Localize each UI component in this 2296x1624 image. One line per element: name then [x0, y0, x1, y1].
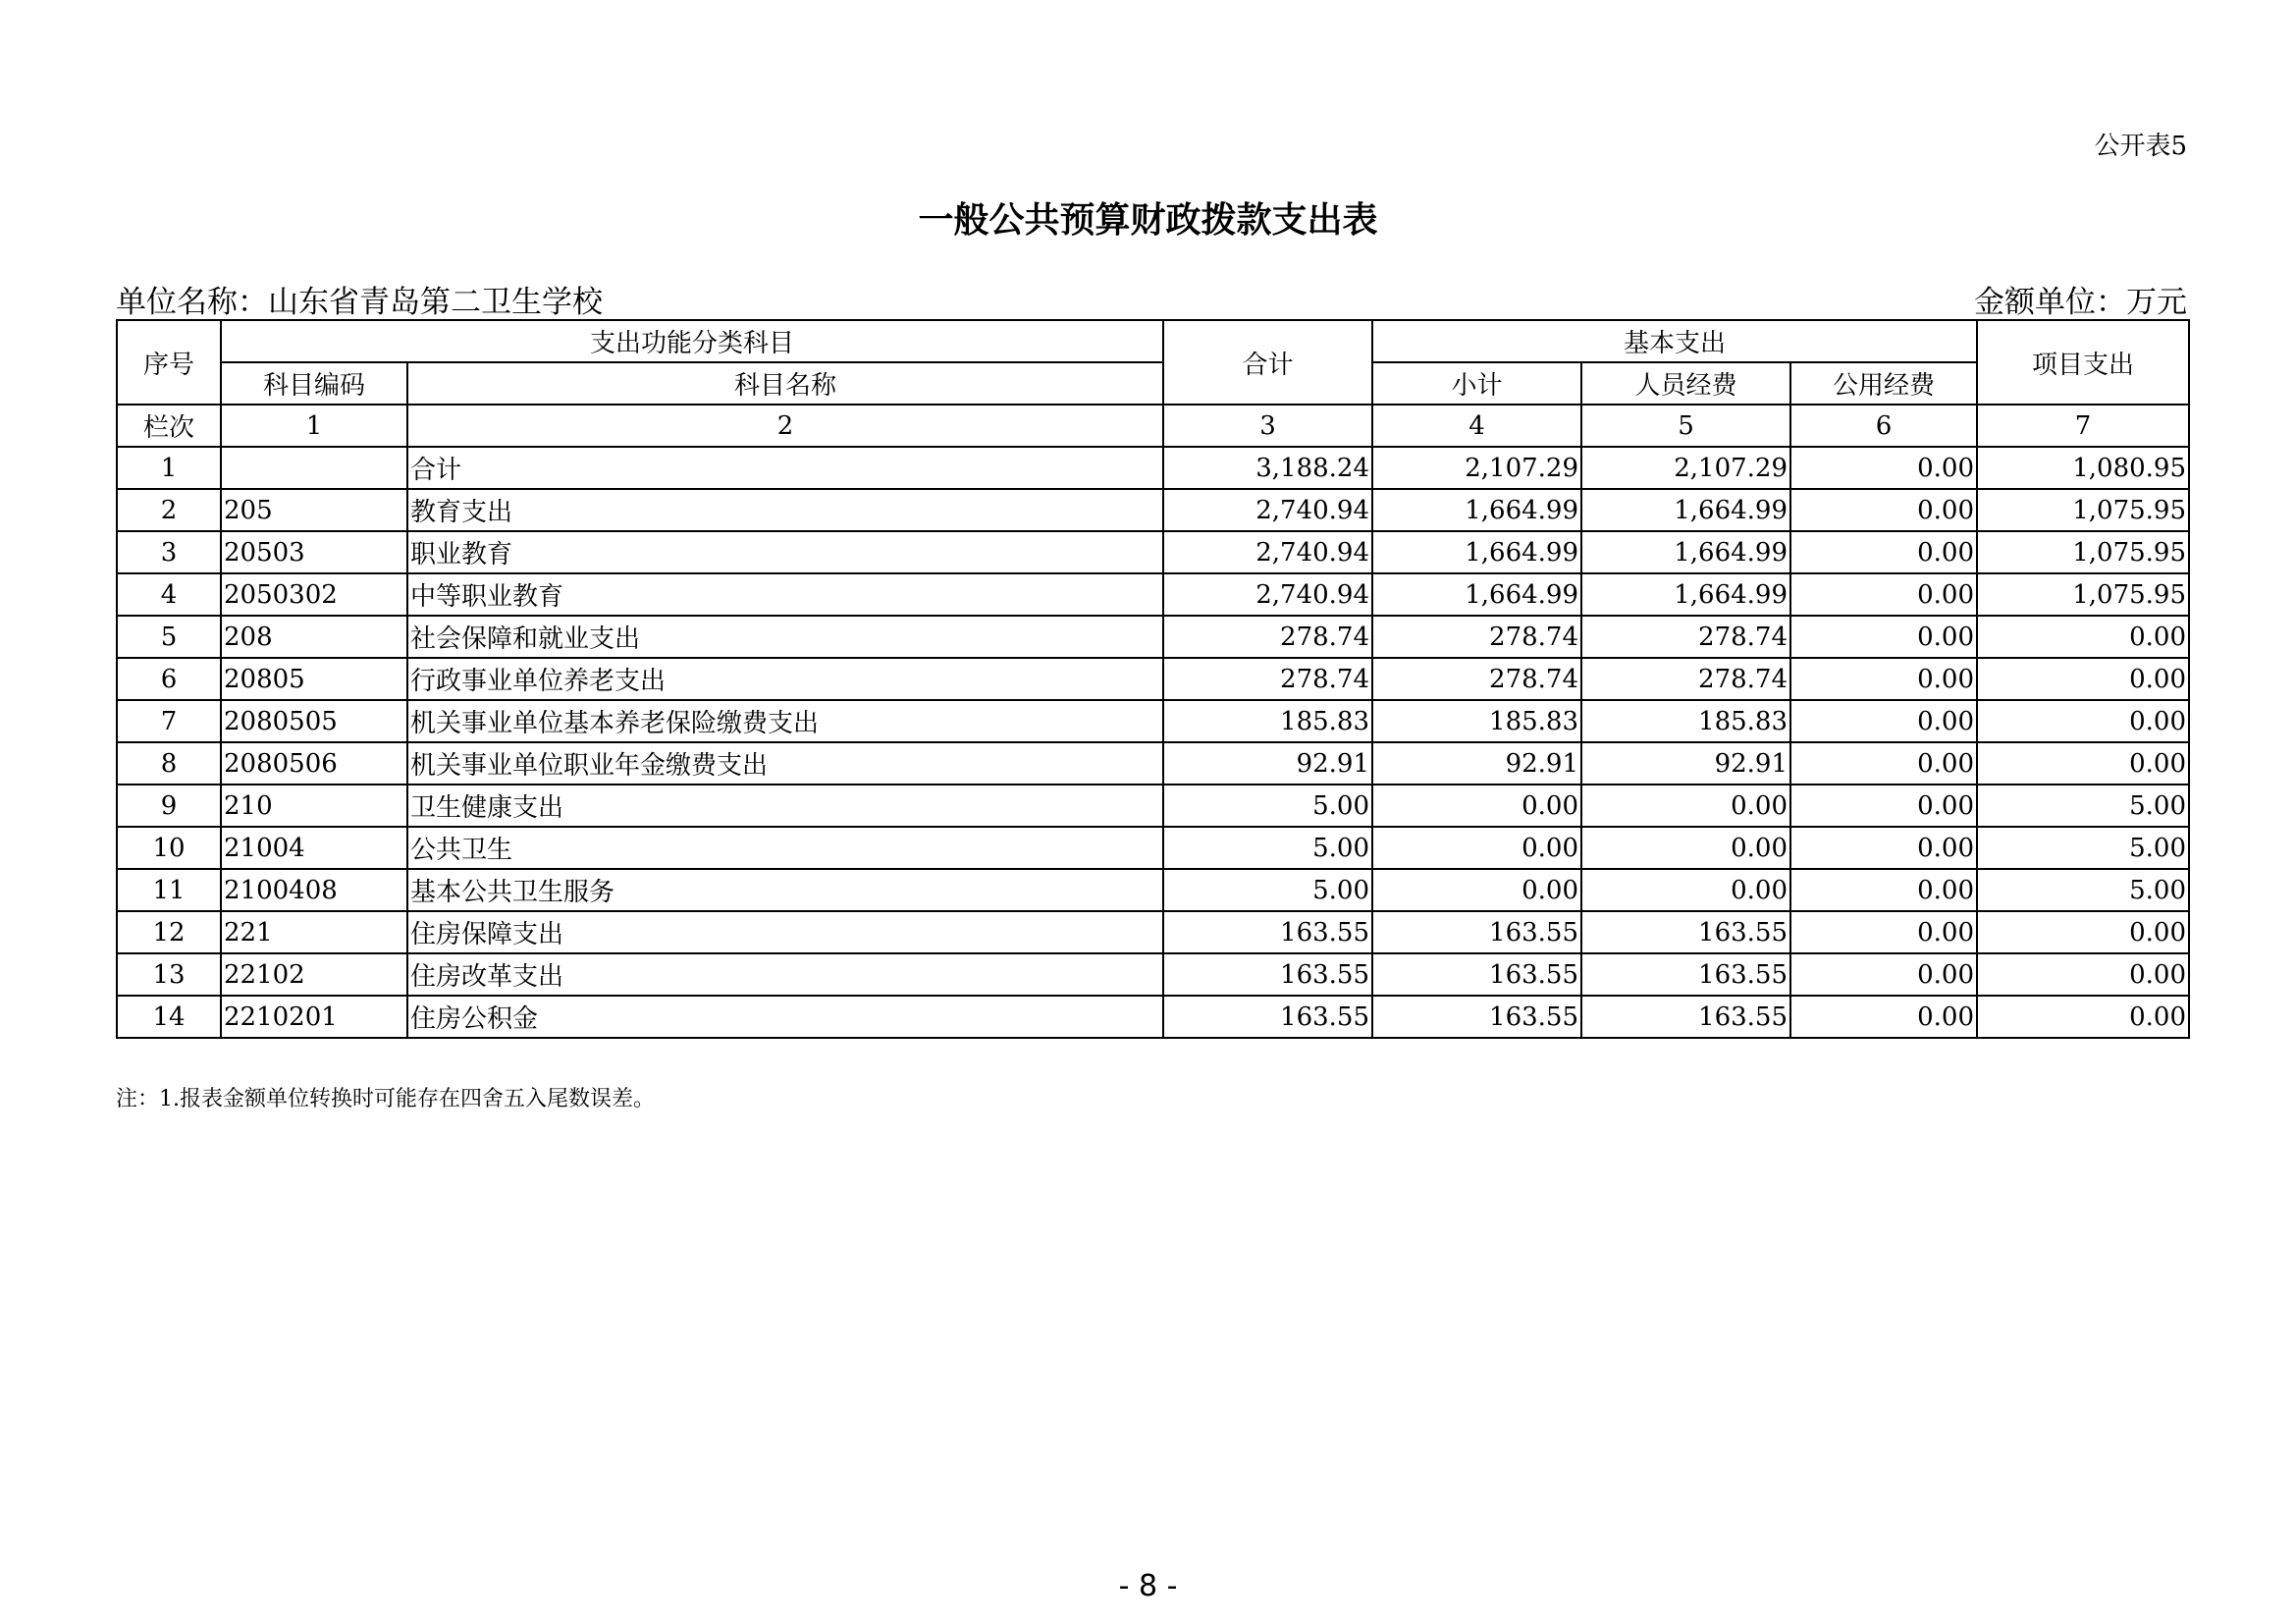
cell-personnel: 185.83 [1581, 700, 1790, 742]
cell-name: 住房改革支出 [407, 953, 1163, 996]
cell-project: 1,075.95 [1977, 531, 2189, 573]
cell-subtotal: 278.74 [1372, 658, 1581, 700]
cell-personnel: 1,664.99 [1581, 489, 1790, 531]
column-number: 7 [1977, 405, 2189, 447]
cell-project: 0.00 [1977, 616, 2189, 658]
budget-table [116, 319, 2190, 1039]
cell-code: 2100408 [221, 869, 407, 911]
cell-name: 卫生健康支出 [407, 785, 1163, 827]
cell-total: 163.55 [1163, 953, 1372, 996]
cell-name: 机关事业单位职业年金缴费支出 [407, 742, 1163, 785]
cell-seq: 14 [117, 996, 221, 1038]
cell-public: 0.00 [1790, 700, 1977, 742]
cell-subtotal: 185.83 [1372, 700, 1581, 742]
column-number: 4 [1372, 405, 1581, 447]
column-number: 3 [1163, 405, 1372, 447]
cell-total: 278.74 [1163, 658, 1372, 700]
table-row [117, 447, 2189, 489]
cell-public: 0.00 [1790, 827, 1977, 869]
cell-personnel: 278.74 [1581, 658, 1790, 700]
header-code: 科目编码 [221, 362, 407, 405]
cell-public: 0.00 [1790, 616, 1977, 658]
cell-project: 0.00 [1977, 996, 2189, 1038]
table-row [117, 616, 2189, 658]
table-row [117, 785, 2189, 827]
cell-seq: 9 [117, 785, 221, 827]
unit-name: 单位名称：山东省青岛第二卫生学校 [116, 285, 603, 320]
column-number: 6 [1790, 405, 1977, 447]
table-header [117, 320, 2189, 447]
cell-project: 0.00 [1977, 742, 2189, 785]
cell-name: 中等职业教育 [407, 573, 1163, 616]
page-title: 一般公共预算财政拨款支出表 [918, 200, 1378, 241]
column-number-row [117, 405, 2189, 447]
header-personnel: 人员经费 [1581, 362, 1790, 405]
cell-subtotal: 0.00 [1372, 785, 1581, 827]
cell-name: 住房保障支出 [407, 911, 1163, 953]
cell-name: 社会保障和就业支出 [407, 616, 1163, 658]
cell-code: 2080505 [221, 700, 407, 742]
cell-total: 2,740.94 [1163, 489, 1372, 531]
cell-personnel: 1,664.99 [1581, 573, 1790, 616]
cell-personnel: 163.55 [1581, 996, 1790, 1038]
cell-public: 0.00 [1790, 785, 1977, 827]
cell-seq: 12 [117, 911, 221, 953]
cell-code: 205 [221, 489, 407, 531]
cell-subtotal: 1,664.99 [1372, 489, 1581, 531]
cell-subtotal: 2,107.29 [1372, 447, 1581, 489]
header-total: 合计 [1163, 320, 1372, 405]
cell-public: 0.00 [1790, 658, 1977, 700]
cell-code: 2050302 [221, 573, 407, 616]
cell-seq: 8 [117, 742, 221, 785]
cell-public: 0.00 [1790, 953, 1977, 996]
column-number: 栏次 [117, 405, 221, 447]
cell-public: 0.00 [1790, 573, 1977, 616]
cell-total: 5.00 [1163, 785, 1372, 827]
cell-total: 2,740.94 [1163, 573, 1372, 616]
cell-subtotal: 163.55 [1372, 911, 1581, 953]
cell-code: 208 [221, 616, 407, 658]
cell-personnel: 278.74 [1581, 616, 1790, 658]
column-number: 5 [1581, 405, 1790, 447]
cell-project: 5.00 [1977, 785, 2189, 827]
table-row [117, 996, 2189, 1038]
cell-seq: 13 [117, 953, 221, 996]
cell-total: 278.74 [1163, 616, 1372, 658]
cell-public: 0.00 [1790, 742, 1977, 785]
cell-name: 职业教育 [407, 531, 1163, 573]
cell-personnel: 0.00 [1581, 869, 1790, 911]
header-subtotal: 小计 [1372, 362, 1581, 405]
page-number: - 8 - [1118, 1569, 1178, 1603]
cell-seq: 6 [117, 658, 221, 700]
table-row [117, 869, 2189, 911]
cell-project: 1,075.95 [1977, 489, 2189, 531]
cell-seq: 1 [117, 447, 221, 489]
header-name: 科目名称 [407, 362, 1163, 405]
cell-total: 163.55 [1163, 996, 1372, 1038]
footnote: 注：1.报表金额单位转换时可能存在四舍五入尾数误差。 [116, 1087, 655, 1111]
cell-public: 0.00 [1790, 869, 1977, 911]
cell-personnel: 163.55 [1581, 953, 1790, 996]
header-seq: 序号 [117, 320, 221, 405]
cell-personnel: 163.55 [1581, 911, 1790, 953]
cell-code: 221 [221, 911, 407, 953]
cell-total: 92.91 [1163, 742, 1372, 785]
header-category: 支出功能分类科目 [221, 320, 1163, 362]
cell-code: 2210201 [221, 996, 407, 1038]
header-public: 公用经费 [1790, 362, 1977, 405]
cell-public: 0.00 [1790, 531, 1977, 573]
form-number: 公开表5 [2094, 132, 2187, 161]
cell-total: 5.00 [1163, 869, 1372, 911]
cell-name: 合计 [407, 447, 1163, 489]
table-row [117, 700, 2189, 742]
cell-project: 0.00 [1977, 658, 2189, 700]
cell-seq: 10 [117, 827, 221, 869]
cell-total: 5.00 [1163, 827, 1372, 869]
cell-subtotal: 163.55 [1372, 996, 1581, 1038]
cell-subtotal: 0.00 [1372, 827, 1581, 869]
cell-seq: 11 [117, 869, 221, 911]
cell-public: 0.00 [1790, 911, 1977, 953]
cell-personnel: 2,107.29 [1581, 447, 1790, 489]
cell-name: 基本公共卫生服务 [407, 869, 1163, 911]
header-project: 项目支出 [1977, 320, 2189, 405]
cell-public: 0.00 [1790, 996, 1977, 1038]
amount-unit: 金额单位：万元 [1974, 285, 2187, 320]
cell-name: 行政事业单位养老支出 [407, 658, 1163, 700]
cell-seq: 2 [117, 489, 221, 531]
table-row [117, 953, 2189, 996]
cell-code: 2080506 [221, 742, 407, 785]
table-row [117, 573, 2189, 616]
cell-project: 5.00 [1977, 827, 2189, 869]
column-number: 1 [221, 405, 407, 447]
cell-personnel: 1,664.99 [1581, 531, 1790, 573]
cell-subtotal: 163.55 [1372, 953, 1581, 996]
column-number: 2 [407, 405, 1163, 447]
cell-project: 0.00 [1977, 953, 2189, 996]
cell-name: 住房公积金 [407, 996, 1163, 1038]
cell-seq: 7 [117, 700, 221, 742]
cell-total: 163.55 [1163, 911, 1372, 953]
cell-name: 公共卫生 [407, 827, 1163, 869]
cell-code: 20805 [221, 658, 407, 700]
cell-subtotal: 1,664.99 [1372, 531, 1581, 573]
cell-subtotal: 0.00 [1372, 869, 1581, 911]
cell-code: 210 [221, 785, 407, 827]
cell-personnel: 92.91 [1581, 742, 1790, 785]
cell-total: 185.83 [1163, 700, 1372, 742]
cell-name: 教育支出 [407, 489, 1163, 531]
cell-code [221, 447, 407, 489]
table-row [117, 827, 2189, 869]
cell-project: 0.00 [1977, 911, 2189, 953]
table-row [117, 658, 2189, 700]
cell-personnel: 0.00 [1581, 827, 1790, 869]
cell-seq: 5 [117, 616, 221, 658]
cell-subtotal: 278.74 [1372, 616, 1581, 658]
table-row [117, 911, 2189, 953]
cell-total: 2,740.94 [1163, 531, 1372, 573]
table-row [117, 531, 2189, 573]
cell-code: 20503 [221, 531, 407, 573]
cell-code: 21004 [221, 827, 407, 869]
cell-personnel: 0.00 [1581, 785, 1790, 827]
cell-name: 机关事业单位基本养老保险缴费支出 [407, 700, 1163, 742]
table-body [117, 447, 2189, 1038]
cell-project: 0.00 [1977, 700, 2189, 742]
cell-public: 0.00 [1790, 447, 1977, 489]
cell-seq: 4 [117, 573, 221, 616]
cell-project: 1,080.95 [1977, 447, 2189, 489]
table-row [117, 489, 2189, 531]
cell-total: 3,188.24 [1163, 447, 1372, 489]
cell-code: 22102 [221, 953, 407, 996]
cell-subtotal: 92.91 [1372, 742, 1581, 785]
table-row [117, 742, 2189, 785]
cell-project: 5.00 [1977, 869, 2189, 911]
header-basic: 基本支出 [1372, 320, 1977, 362]
cell-public: 0.00 [1790, 489, 1977, 531]
cell-subtotal: 1,664.99 [1372, 573, 1581, 616]
cell-seq: 3 [117, 531, 221, 573]
cell-project: 1,075.95 [1977, 573, 2189, 616]
